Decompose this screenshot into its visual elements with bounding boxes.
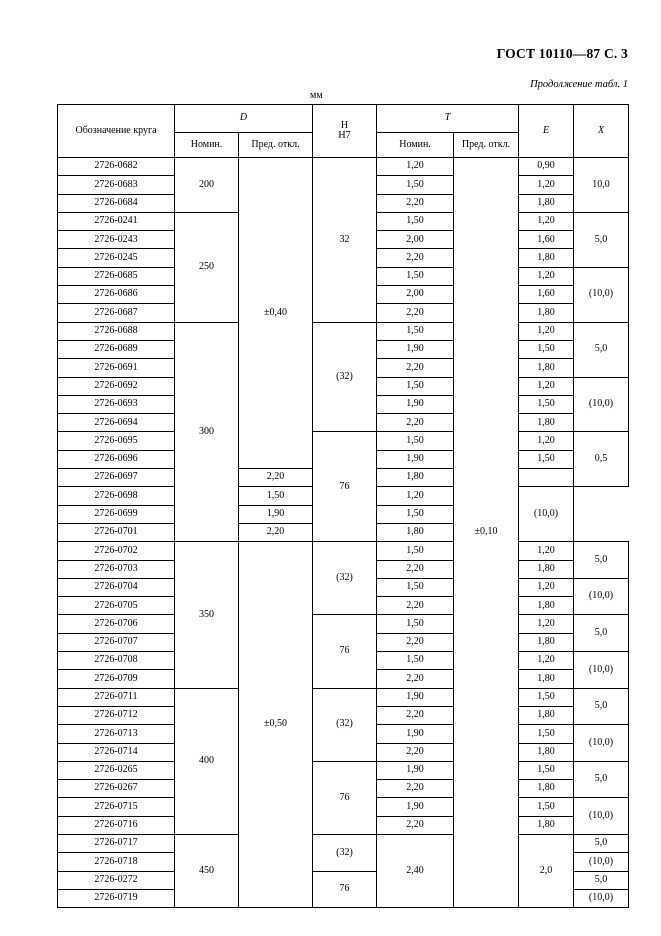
cell-t-nominal: 1,90 xyxy=(377,395,454,413)
cell-e: 1,20 xyxy=(519,322,574,340)
cell-d-nominal: 200 xyxy=(175,158,239,213)
cell-e: 1,80 xyxy=(519,670,574,688)
cell-t-nominal: 1,50 xyxy=(377,432,454,450)
col-header-h-tol: H7 xyxy=(338,130,351,141)
col-header-h xyxy=(313,105,377,158)
col-header-d-nominal: Номин. xyxy=(175,132,239,157)
cell-x: 5,0 xyxy=(574,761,629,798)
cell-t-nominal: 1,90 xyxy=(377,340,454,358)
cell-x: (10,0) xyxy=(574,578,629,615)
cell-t-nominal: 2,20 xyxy=(377,414,454,432)
cell-t-nominal: 1,20 xyxy=(377,158,454,176)
cell-designation: 2726-0682 xyxy=(58,158,175,176)
specification-table xyxy=(57,104,629,908)
cell-designation: 2726-0683 xyxy=(58,176,175,194)
cell-x: (10,0) xyxy=(574,377,629,432)
cell-designation: 2726-0711 xyxy=(58,688,175,706)
cell-t-nominal: 2,00 xyxy=(377,231,454,249)
cell-e: 1,20 xyxy=(519,578,574,596)
cell-e: 1,20 xyxy=(519,267,574,285)
cell-designation: 2726-0714 xyxy=(58,743,175,761)
cell-designation: 2726-0709 xyxy=(58,670,175,688)
col-header-d-deviation: Пред. откл. xyxy=(239,132,313,157)
cell-d-nominal: 300 xyxy=(175,322,239,542)
cell-designation: 2726-0693 xyxy=(58,395,175,413)
cell-t-nominal: 1,50 xyxy=(377,267,454,285)
cell-designation: 2726-0685 xyxy=(58,267,175,285)
cell-e: 1,20 xyxy=(519,652,574,670)
cell-designation: 2726-0712 xyxy=(58,706,175,724)
cell-designation: 2726-0702 xyxy=(58,542,175,560)
cell-x: (10,0) xyxy=(574,889,629,907)
cell-e: 1,80 xyxy=(519,304,574,322)
cell-designation: 2726-0703 xyxy=(58,560,175,578)
cell-e: 1,50 xyxy=(519,725,574,743)
cell-t-nominal: 2,20 xyxy=(377,597,454,615)
cell-t-nominal: 1,50 xyxy=(377,322,454,340)
cell-e: 1,20 xyxy=(519,542,574,560)
cell-d-nominal: 400 xyxy=(175,688,239,834)
cell-e: 1,50 xyxy=(519,340,574,358)
table-row xyxy=(58,615,629,633)
cell-t-nominal: 1,50 xyxy=(377,652,454,670)
cell-e: 1,20 xyxy=(519,432,574,450)
cell-designation: 2726-0715 xyxy=(58,798,175,816)
cell-e: 0,90 xyxy=(519,158,574,176)
cell-t-nominal: 1,50 xyxy=(377,377,454,395)
table-row xyxy=(58,834,629,852)
cell-e: 1,80 xyxy=(519,414,574,432)
cell-e: 1,80 xyxy=(519,194,574,212)
col-header-e: E xyxy=(519,105,574,158)
cell-designation: 2726-0707 xyxy=(58,633,175,651)
cell-x: 5,0 xyxy=(574,322,629,377)
cell-h: 32 xyxy=(313,158,377,323)
table-container xyxy=(57,104,628,908)
cell-t-deviation: ±0,10 xyxy=(454,158,519,908)
cell-designation: 2726-0688 xyxy=(58,322,175,340)
cell-t-nominal: 2,20 xyxy=(377,633,454,651)
cell-designation: 2726-0713 xyxy=(58,725,175,743)
cell-t-nominal: 2,20 xyxy=(377,304,454,322)
cell-t-nominal: 1,90 xyxy=(377,725,454,743)
cell-x: (10,0) xyxy=(574,798,629,835)
cell-designation: 2726-0243 xyxy=(58,231,175,249)
col-header-t-deviation: Пред. откл. xyxy=(454,132,519,157)
table-header xyxy=(58,105,629,158)
cell-designation: 2726-0717 xyxy=(58,834,175,852)
cell-h: 76 xyxy=(313,761,377,834)
cell-h: (32) xyxy=(313,688,377,761)
cell-t-nominal: 2,20 xyxy=(377,359,454,377)
table-row xyxy=(58,432,629,450)
cell-designation: 2726-0686 xyxy=(58,286,175,304)
cell-d-nominal: 250 xyxy=(175,212,239,322)
cell-e: 1,50 xyxy=(519,450,574,468)
cell-t-nominal: 2,20 xyxy=(377,194,454,212)
cell-h: (32) xyxy=(313,834,377,871)
cell-designation: 2726-0696 xyxy=(58,450,175,468)
cell-h: (32) xyxy=(313,322,377,432)
cell-e: 1,80 xyxy=(519,816,574,834)
cell-t-nominal: 1,50 xyxy=(377,578,454,596)
cell-t-nominal: 2,20 xyxy=(377,816,454,834)
cell-d-nominal: 450 xyxy=(175,834,239,907)
cell-d-nominal: 350 xyxy=(175,542,239,688)
cell-designation: 2726-0697 xyxy=(58,469,175,487)
cell-designation: 2726-0695 xyxy=(58,432,175,450)
cell-t-nominal: 1,90 xyxy=(239,505,313,523)
table-continuation-note: Продолжение табл. 1 xyxy=(530,79,628,90)
cell-e: 1,50 xyxy=(519,761,574,779)
cell-t-nominal: 2,00 xyxy=(377,286,454,304)
cell-designation: 2726-0267 xyxy=(58,780,175,798)
cell-h: 76 xyxy=(313,871,377,908)
cell-x: 5,0 xyxy=(574,871,629,889)
cell-designation: 2726-0272 xyxy=(58,871,175,889)
cell-t-nominal: 2,20 xyxy=(377,780,454,798)
cell-designation: 2726-0245 xyxy=(58,249,175,267)
cell-e: 1,80 xyxy=(519,359,574,377)
cell-e: 1,80 xyxy=(377,523,454,541)
cell-t-nominal: 1,50 xyxy=(239,487,313,505)
cell-x: 5,0 xyxy=(574,615,629,652)
cell-h: 76 xyxy=(313,432,377,542)
cell-h: (32) xyxy=(313,542,377,615)
cell-t-nominal: 1,50 xyxy=(377,542,454,560)
cell-e: 1,80 xyxy=(519,560,574,578)
cell-e: 1,80 xyxy=(519,780,574,798)
cell-t-nominal: 1,50 xyxy=(377,615,454,633)
cell-t-nominal: 2,20 xyxy=(377,560,454,578)
cell-x: (10,0) xyxy=(519,487,574,542)
cell-e: 1,80 xyxy=(519,706,574,724)
cell-designation: 2726-0704 xyxy=(58,578,175,596)
cell-designation: 2726-0692 xyxy=(58,377,175,395)
cell-x: 5,0 xyxy=(574,834,629,852)
cell-e: 1,80 xyxy=(519,633,574,651)
cell-designation: 2726-0706 xyxy=(58,615,175,633)
cell-t-nominal: 1,90 xyxy=(377,688,454,706)
cell-e: 1,60 xyxy=(519,231,574,249)
cell-designation: 2726-0708 xyxy=(58,652,175,670)
cell-x: (10,0) xyxy=(574,267,629,322)
cell-t-nominal: 1,90 xyxy=(377,450,454,468)
cell-designation: 2726-0705 xyxy=(58,597,175,615)
cell-x: 5,0 xyxy=(574,212,629,267)
cell-designation: 2726-0698 xyxy=(58,487,175,505)
cell-e: 1,80 xyxy=(519,743,574,761)
cell-e: 1,80 xyxy=(377,469,454,487)
cell-e: 1,20 xyxy=(519,615,574,633)
table-body xyxy=(58,158,629,908)
cell-designation: 2726-0684 xyxy=(58,194,175,212)
cell-t-nominal: 2,40 xyxy=(377,834,454,907)
page-header: ГОСТ 10110—87 С. 3 xyxy=(496,46,628,61)
cell-d-deviation: ±0,50 xyxy=(239,542,313,908)
cell-t-nominal: 2,20 xyxy=(377,670,454,688)
cell-t-nominal: 1,90 xyxy=(377,798,454,816)
col-header-designation: Обозначение круга xyxy=(58,105,175,158)
cell-designation: 2726-0241 xyxy=(58,212,175,230)
cell-e: 1,20 xyxy=(519,212,574,230)
col-header-h-letter: H xyxy=(340,119,349,131)
cell-t-nominal: 2,20 xyxy=(377,706,454,724)
cell-e: 1,50 xyxy=(519,798,574,816)
table-row xyxy=(58,158,629,176)
col-header-t: T xyxy=(377,105,519,133)
cell-designation: 2726-0718 xyxy=(58,853,175,871)
col-header-t-nominal: Номин. xyxy=(377,132,454,157)
cell-designation: 2726-0699 xyxy=(58,505,175,523)
cell-e: 1,80 xyxy=(519,249,574,267)
cell-x: 10,0 xyxy=(574,158,629,213)
cell-x: 0,5 xyxy=(574,432,629,487)
cell-t-nominal: 1,90 xyxy=(377,761,454,779)
cell-designation: 2726-0687 xyxy=(58,304,175,322)
cell-e: 1,50 xyxy=(519,688,574,706)
cell-designation: 2726-0701 xyxy=(58,523,175,541)
cell-e: 1,20 xyxy=(519,176,574,194)
cell-e: 1,50 xyxy=(519,395,574,413)
table-row xyxy=(58,761,629,779)
cell-t-nominal: 1,50 xyxy=(377,176,454,194)
cell-x: 5,0 xyxy=(574,688,629,725)
cell-d-deviation: ±0,40 xyxy=(239,158,313,469)
cell-designation: 2726-0694 xyxy=(58,414,175,432)
cell-e: 1,20 xyxy=(519,377,574,395)
cell-x: 5,0 xyxy=(574,542,629,579)
cell-e: 1,80 xyxy=(519,597,574,615)
table-row xyxy=(58,688,629,706)
cell-designation: 2726-0265 xyxy=(58,761,175,779)
cell-designation: 2726-0691 xyxy=(58,359,175,377)
cell-designation: 2726-0716 xyxy=(58,816,175,834)
cell-e: 1,60 xyxy=(519,286,574,304)
cell-designation: 2726-0689 xyxy=(58,340,175,358)
col-header-x: X xyxy=(574,105,629,158)
cell-h: 76 xyxy=(313,615,377,688)
col-header-d: D xyxy=(175,105,313,133)
cell-t-nominal: 2,20 xyxy=(377,249,454,267)
units-label: мм xyxy=(310,90,323,101)
table-row xyxy=(58,322,629,340)
cell-x: (10,0) xyxy=(574,652,629,689)
table-row xyxy=(58,542,629,560)
cell-e: 2,0 xyxy=(519,834,574,907)
cell-e: 1,50 xyxy=(377,505,454,523)
cell-designation: 2726-0719 xyxy=(58,889,175,907)
cell-t-nominal: 2,20 xyxy=(377,743,454,761)
cell-t-nominal: 1,50 xyxy=(377,212,454,230)
cell-t-nominal: 2,20 xyxy=(239,469,313,487)
cell-t-nominal: 2,20 xyxy=(239,523,313,541)
cell-e: 1,20 xyxy=(377,487,454,505)
cell-x: (10,0) xyxy=(574,853,629,871)
cell-x: (10,0) xyxy=(574,725,629,762)
